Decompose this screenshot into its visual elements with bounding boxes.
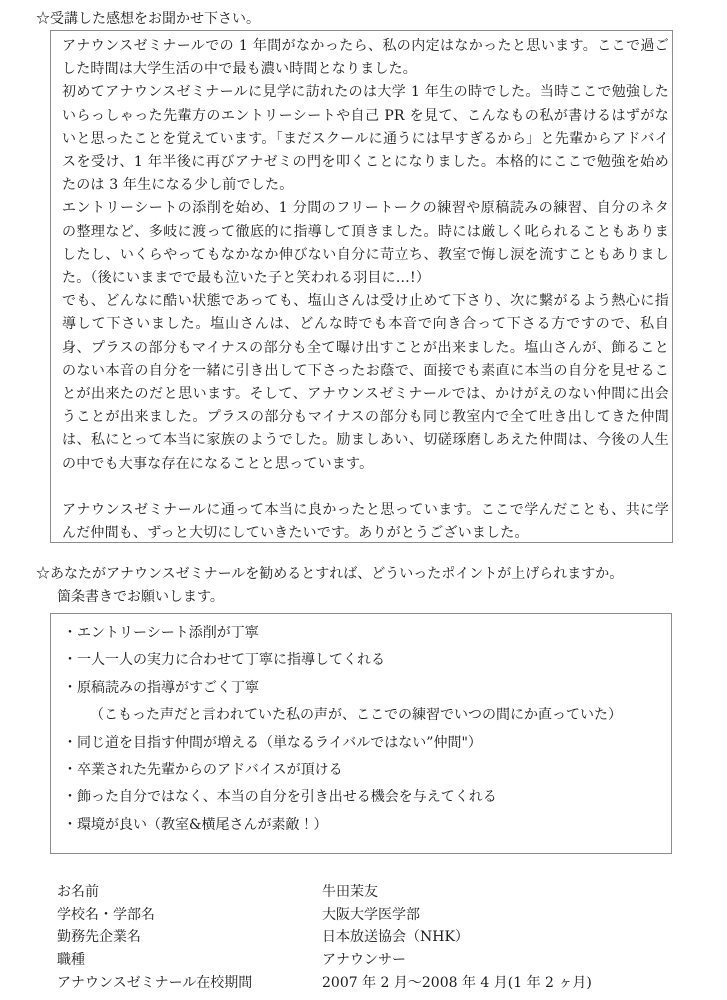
profile-row-occupation — [57, 949, 697, 972]
answer-box-impressions — [50, 30, 673, 543]
profile-row-name — [57, 881, 697, 904]
paragraph: 初めてアナウンスゼミナールに見学に訪れたのは大学 1 年生の時でした。当時ここで勉強したいらっしゃった先輩方のエントリーシートや自己 PR を見て、こんなもの私が書けるはずがないと思ったことを覚えています。「まだスクールに通うには早すぎるから」と先輩からアドバイスを受け、1 年半後に再びアナゼミの門を叩くことになりました。本格的にここで勉強を始めたのは 3 年生になる少し前でした。 — [62, 84, 669, 194]
paragraph: エントリーシートの添削を始め、1 分間のフリートークの練習や原稿読みの練習、自分のネタの整理など、多岐に渡って徹底的に指導して頂きました。時には厳しく叱られることもありましたし、いくらやってもなかなか伸びない自分に苛立ち、教室で悔し涙を流すこともありました。（後にいままでで最も泣いた子と笑われる羽目に…!） — [62, 200, 669, 287]
profile-label: お名前 — [57, 884, 99, 900]
paragraph: アナウンスゼミナールに通って本当に良かったと思っています。ここで学んだことも、共に学んだ仲間も、ずっと大切にしていきたいです。ありがとうございました。 — [62, 502, 669, 542]
profile-value: 2007 年 2 月～2008 年 4 月(1 年 2 ヶ月) — [322, 974, 592, 991]
bullet-item: ・飾った自分ではなく、本当の自分を引き出せる機会を与えてくれる — [63, 789, 497, 806]
profile-value: アナウンサー — [322, 952, 406, 969]
profile-row-employer — [57, 926, 697, 949]
profile-row-school — [57, 904, 697, 927]
bullet-item: ・環境が良い（教室&横尾さんが素敵！） — [63, 816, 328, 833]
profile-table — [57, 881, 697, 995]
question-1-heading: ☆受講した感想をお聞かせ下さい。 — [36, 11, 260, 27]
profile-value: 大阪大学医学部 — [322, 906, 420, 923]
bullet-item: ・同じ道を目指す仲間が増える（単なるライバルではない”仲間"） — [63, 734, 482, 751]
bullet-item: ・エントリーシート添削が丁寧 — [63, 625, 259, 641]
question-2-heading-line2: 箇条書きでお願いします。 — [57, 589, 224, 605]
profile-label: 勤務先企業名 — [57, 929, 141, 946]
paragraph: アナウンスゼミナールでの 1 年間がなかったら、私の内定はなかったと思います。ここで過ごした時間は大学生活の中で最も濃い時間となりました。 — [62, 38, 669, 78]
paragraph: でも、どんなに酷い状態であっても、塩山さんは受け止めて下さり、次に繋がるよう熱心に指導して下さいました。塩山さんは、どんな時でも本音で向き合って下さる方ですので、私自身、プラスの部分もマイナスの部分も全て曝け出すことが出来ました。塩山さんが、飾ることのない本音の自分を一緒に引き出して下さったお蔭で、面接でも素直に本当の自分を見せることが出来たのだと思います。そして、アナウンスゼミナールでは、かけがえのない仲間に出会うことが出来ました。プラスの部分もマイナスの部分も同じ教室内で全て吐き出してきた仲間は、私にとって本当に家族のようでした。励ましあい、切磋琢磨しあえた仲間は、今後の人生の中でも大事な存在になることと思っています。 — [62, 293, 669, 472]
question-2-heading-line1: ☆あなたがアナウンスゼミナールを勧めるとすれば、どういったポイントが上げられますか。 — [36, 566, 624, 582]
profile-value: 牛田茉友 — [322, 884, 378, 900]
bullet-item-continuation: （こもった声だと言われていた私の声が、ここでの練習でいつの間にか直っていた） — [90, 707, 622, 724]
answer-box-recommend-points — [50, 613, 672, 854]
bullet-item: ・一人一人の実力に合わせて丁寧に指導してくれる — [63, 652, 385, 669]
profile-label: 職種 — [57, 952, 85, 969]
profile-label: アナウンスゼミナール在校期間 — [57, 974, 253, 991]
bullet-item: ・原稿読みの指導がすごく丁寧 — [63, 679, 259, 696]
profile-value: 日本放送協会（NHK） — [322, 929, 469, 946]
blank-line — [62, 476, 669, 499]
bullet-item: ・卒業された先輩からのアドバイスが頂ける — [63, 762, 343, 779]
profile-label: 学校名・学部名 — [57, 906, 155, 923]
profile-row-enrollment-period — [57, 972, 697, 995]
